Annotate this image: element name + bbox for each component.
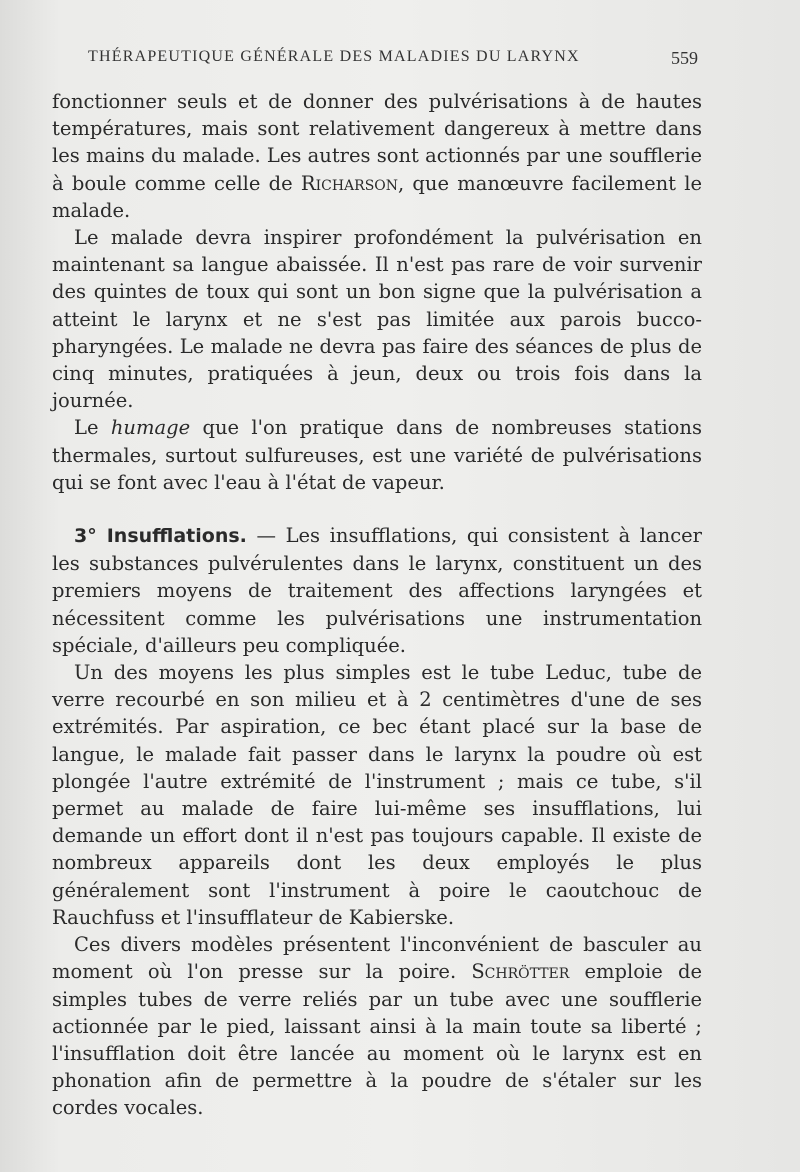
term-humage: humage — [110, 416, 191, 440]
page-number: 559 — [671, 48, 698, 68]
paragraph-5: Un des moyens les plus simples est le tube Leduc, tube de verre recourbé en son milieu et à 2 centimètres d'une de ses extrémités. Par aspiration, ce bec étant placé sur la base de langue, le malade fait passer dans le larynx la poudre où est plongée l'autre extrémité de l'instrument ; mais ce tube, s'il permet au malade de faire lui-même ses insufflations, lui demande un effort dont il n'est pas toujours capable. Il existe de nombreux appareils dont les deux employés le plus généralement sont l'instrument à poire le caoutchouc de Rauchfuss et l'insufflateur de Kabierske. — [52, 661, 702, 929]
paragraph-6-text: Ces divers modèles présentent l'inconvénient de basculer au moment où l'on presse sur la poire. — [52, 933, 702, 984]
paragraph-insufflations — [52, 522, 702, 659]
paragraph-1-text: fonctionner seuls et de donner des pulvérisations à de hautes températures, mais sont relativement dangereux à mettre dans les mains du malade. Les autres sont actionnés par une soufflerie à boule comme celle de — [52, 90, 702, 195]
author-name-schrotter: Schrötter — [471, 960, 570, 984]
paragraph-6 — [52, 931, 702, 1121]
paragraph-1 — [52, 88, 702, 224]
paragraph-6-end: emploie de simples tubes de verre reliés par un tube avec une soufflerie actionnée par le pied, laissant ainsi à la main toute sa liberté ; l'insufflation doit être lancée au moment où le larynx est en phonation afin de permettre à la poudre de s'étaler sur les cordes vocales. — [52, 960, 702, 1120]
page-body — [52, 88, 702, 1122]
paragraph-4-text: — Les insufflations, qui consistent à lancer les substances pulvérulentes dans le larynx, constituent un des premiers moyens de traitement des affections laryngées et nécessitent comme les pulvérisations une instrumentation spéciale, d'ailleurs peu compliquée. — [52, 524, 703, 657]
running-title: THÉRAPEUTIQUE GÉNÉRALE DES MALADIES DU LARYNX — [88, 48, 580, 65]
section-heading: 3° Insufflations. — [74, 525, 247, 548]
paragraph-2: Le malade devra inspirer profondément la pulvérisation en maintenant sa langue abaissée. Il n'est pas rare de voir survenir des quintes de toux qui sont un bon signe que la pulvérisation a atteint le larynx et ne s'est pas limitée aux parois bucco-pharyngées. Le malade ne devra pas faire des séances de plus de cinq minutes, pratiquées à jeun, deux ou trois fois dans la journée. — [52, 226, 702, 413]
paragraph-3 — [52, 414, 702, 496]
author-name-richarson: Richarson — [300, 171, 399, 195]
paragraph-1-end: , que manœuvre facilement le malade. — [52, 171, 702, 222]
paragraph-3-start: Le — [74, 416, 111, 440]
paragraph-3-end: que l'on pratique dans de nombreuses stations thermales, surtout sulfureuses, est une variété de pulvérisations qui se font avec l'eau à l'état de vapeur. — [52, 416, 702, 494]
